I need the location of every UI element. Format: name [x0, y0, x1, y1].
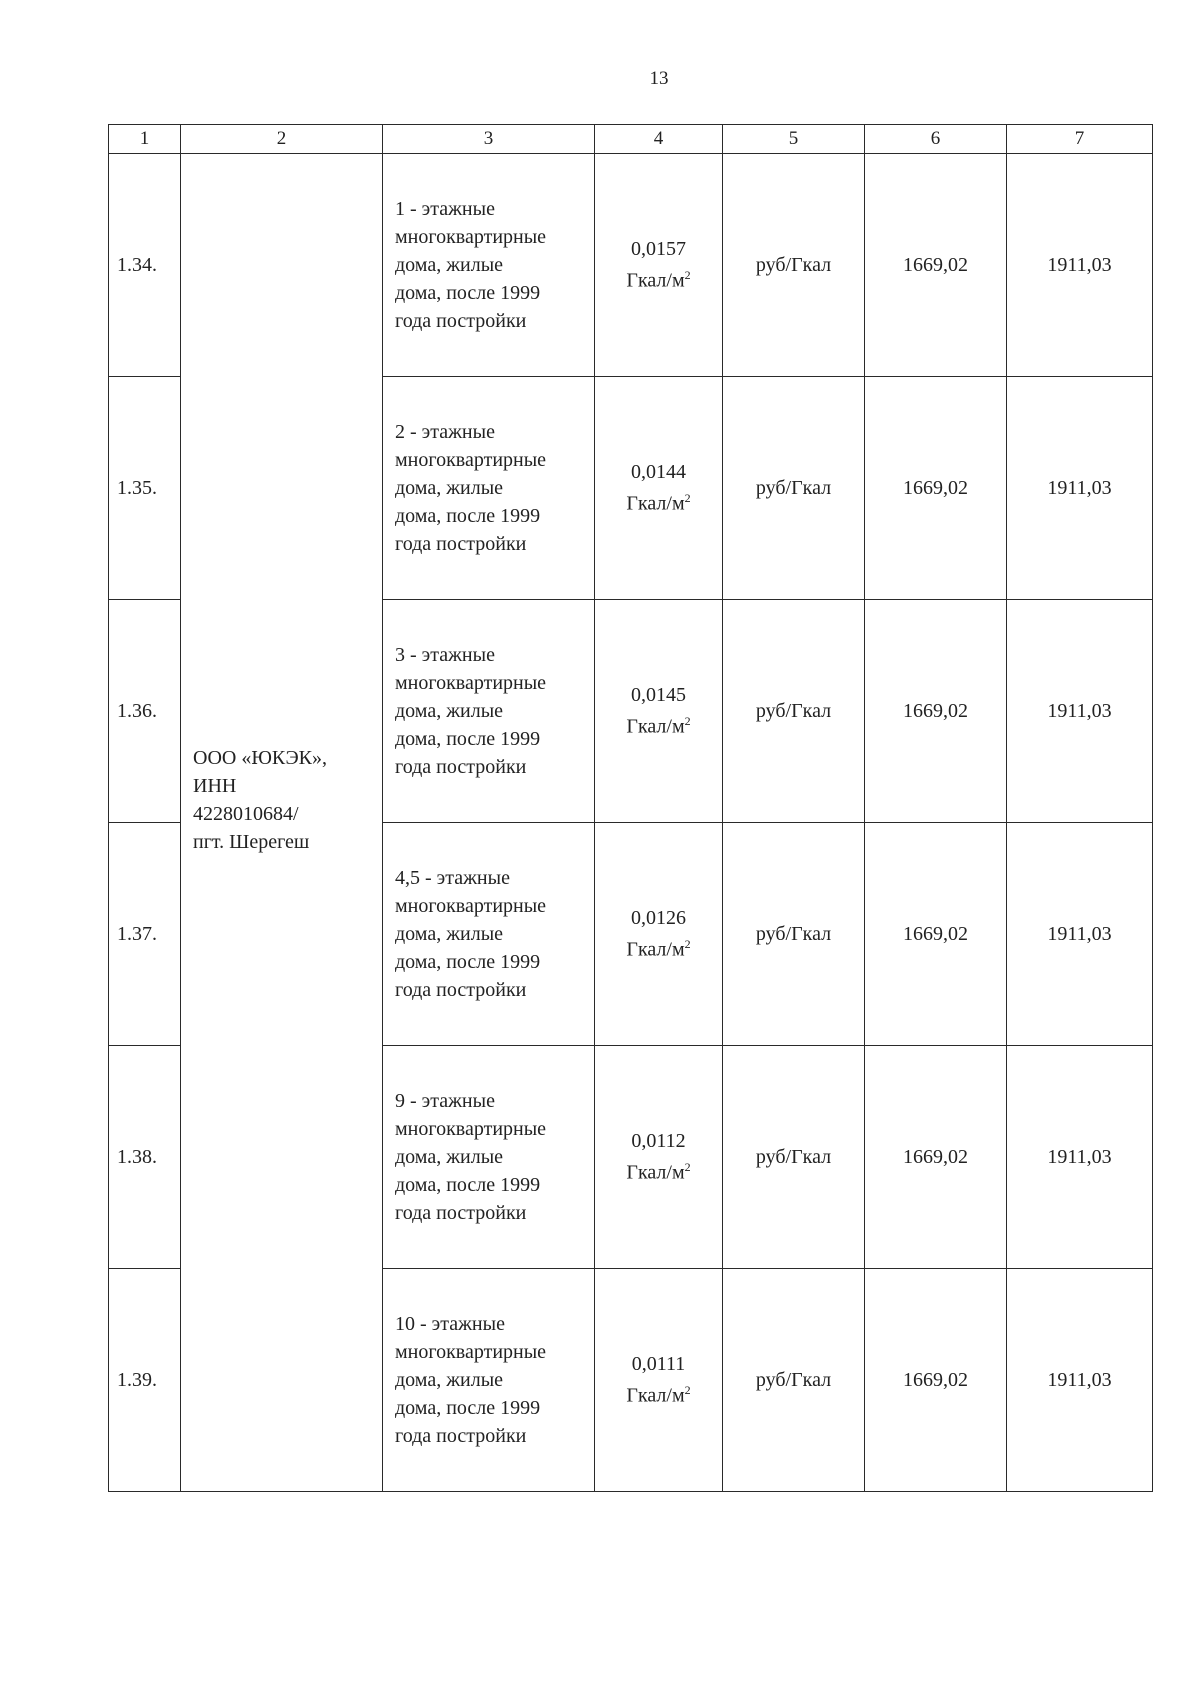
- tariff-value-with-vat: 1911,03: [1007, 823, 1153, 1046]
- consumption-norm: 0,0111 Гкал/$м^2$: [595, 1269, 723, 1492]
- row-number: 1.35.: [109, 377, 181, 600]
- tariff-value: 1669,02: [865, 154, 1007, 377]
- tariff-value-with-vat: 1911,03: [1007, 377, 1153, 600]
- column-number: 5: [723, 125, 865, 154]
- page-number: 13: [649, 68, 669, 89]
- organization-name: [193, 744, 382, 856]
- building-description: 9 - этажные многоквартирные дома, жилые дома, после 1999 года постройки: [383, 1046, 595, 1269]
- row-number: 1.38.: [109, 1046, 181, 1269]
- unit-of-measure: руб/Гкал: [723, 600, 865, 823]
- building-description: 2 - этажные многоквартирные дома, жилые дома, после 1999 года постройки: [383, 377, 595, 600]
- unit-of-measure: руб/Гкал: [723, 154, 865, 377]
- tariff-value-with-vat: 1911,03: [1007, 1046, 1153, 1269]
- organization-line: ИНН: [193, 774, 237, 797]
- organization-cell: [181, 154, 383, 1492]
- row-number: 1.36.: [109, 600, 181, 823]
- tariff-value: 1669,02: [865, 1269, 1007, 1492]
- organization-line: пгт. Шерегеш: [193, 830, 310, 853]
- unit-of-measure: руб/Гкал: [723, 823, 865, 1046]
- row-number: 1.39.: [109, 1269, 181, 1492]
- consumption-norm: 0,0112 Гкал/$м^2$: [595, 1046, 723, 1269]
- tariff-value-with-vat: 1911,03: [1007, 1269, 1153, 1492]
- building-description: 10 - этажные многоквартирные дома, жилые дома, после 1999 года постройки: [383, 1269, 595, 1492]
- row-number: 1.34.: [109, 154, 181, 377]
- building-description: 1 - этажные многоквартирные дома, жилые дома, после 1999 года постройки: [383, 154, 595, 377]
- tariff-value: 1669,02: [865, 823, 1007, 1046]
- tariff-value: 1669,02: [865, 1046, 1007, 1269]
- column-number: 7: [1007, 125, 1153, 154]
- column-number: 2: [181, 125, 383, 154]
- consumption-norm: 0,0144 Гкал/$м^2$: [595, 377, 723, 600]
- column-number: 4: [595, 125, 723, 154]
- column-number: 6: [865, 125, 1007, 154]
- unit-of-measure: руб/Гкал: [723, 1269, 865, 1492]
- tariff-value: 1669,02: [865, 600, 1007, 823]
- tariff-value-with-vat: 1911,03: [1007, 600, 1153, 823]
- tariff-table: [108, 124, 1153, 1492]
- table-row: [109, 154, 1153, 377]
- building-description: 4,5 - этажные многоквартирные дома, жилые дома, после 1999 года постройки: [383, 823, 595, 1046]
- tariff-value: 1669,02: [865, 377, 1007, 600]
- organization-line: 4228010684/: [193, 802, 299, 825]
- unit-of-measure: руб/Гкал: [723, 377, 865, 600]
- consumption-norm: 0,0157 Гкал/$м^2$: [595, 154, 723, 377]
- unit-of-measure: руб/Гкал: [723, 1046, 865, 1269]
- organization-line: ООО «ЮКЭК»,: [193, 746, 328, 769]
- row-number: 1.37.: [109, 823, 181, 1046]
- column-number: 3: [383, 125, 595, 154]
- tariff-value-with-vat: 1911,03: [1007, 154, 1153, 377]
- consumption-norm: 0,0145 Гкал/$м^2$: [595, 600, 723, 823]
- building-description: 3 - этажные многоквартирные дома, жилые дома, после 1999 года постройки: [383, 600, 595, 823]
- column-number: 1: [109, 125, 181, 154]
- column-number-row: [109, 125, 1153, 154]
- consumption-norm: 0,0126 Гкал/$м^2$: [595, 823, 723, 1046]
